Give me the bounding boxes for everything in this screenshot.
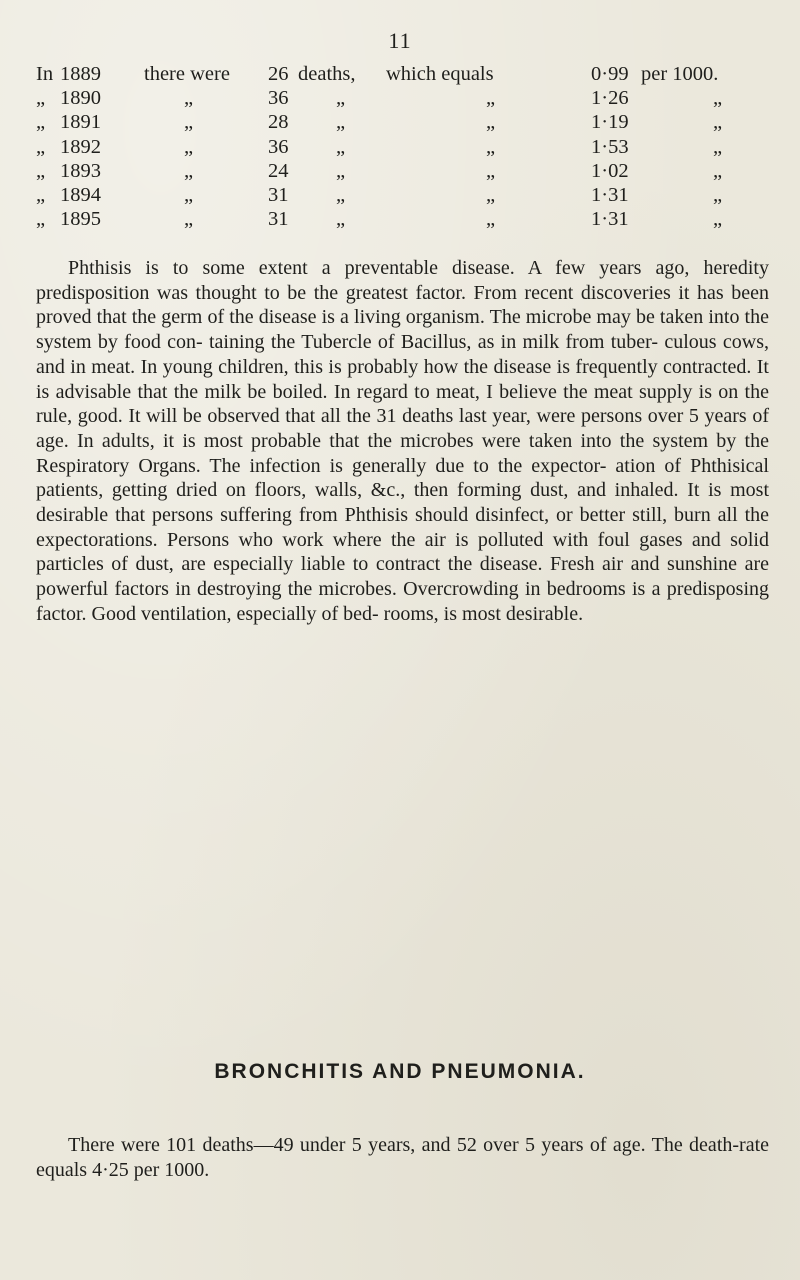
stats-row-1894 [36, 183, 776, 207]
row-per: „ [713, 87, 723, 110]
row-per: per 1000. [641, 63, 719, 85]
row-deaths-word: „ [336, 208, 346, 231]
row-rate: 1·53 [591, 135, 629, 158]
row-prefix: „ [36, 135, 46, 158]
row-year: 1895 [60, 208, 101, 231]
row-verb: „ [184, 87, 194, 110]
row-verb: „ [184, 208, 194, 231]
stats-row-1891 [36, 110, 776, 134]
row-rate: 1·02 [591, 159, 629, 182]
row-verb: „ [184, 111, 194, 134]
stats-row-1895 [36, 207, 776, 231]
row-which-equals: „ [486, 87, 496, 110]
row-rate: 1·26 [591, 87, 629, 110]
row-deaths-word: „ [336, 159, 346, 182]
row-deaths-count: 36 [268, 135, 289, 158]
row-deaths-count: 26 [268, 63, 289, 85]
row-deaths-word: „ [336, 135, 346, 158]
stats-row-1892 [36, 135, 776, 159]
section-heading-bronchitis: BRONCHITIS AND PNEUMONIA. [214, 1060, 586, 1083]
bronchitis-paragraph: There were 101 deaths—49 under 5 years, and 52 over 5 years of age. The death-rate equals 4·25 per 1000. [36, 1134, 769, 1181]
row-verb: „ [184, 159, 194, 182]
row-year: 1890 [60, 87, 101, 110]
row-year: 1891 [60, 111, 101, 134]
row-per: „ [713, 111, 723, 134]
death-statistics-table [36, 62, 776, 231]
row-deaths-word: „ [336, 183, 346, 206]
row-year: 1893 [60, 159, 101, 182]
row-deaths-count: 31 [268, 183, 289, 206]
stats-row-1893 [36, 159, 776, 183]
row-per: „ [713, 183, 723, 206]
row-prefix: „ [36, 111, 46, 134]
row-verb: „ [184, 183, 194, 206]
row-per: „ [713, 208, 723, 231]
row-rate: 0·99 [591, 63, 629, 85]
row-prefix: „ [36, 159, 46, 182]
row-year: 1889 [60, 63, 101, 85]
row-rate: 1·31 [591, 183, 629, 206]
row-deaths-count: 28 [268, 111, 289, 134]
row-prefix: „ [36, 87, 46, 110]
row-which-equals: „ [486, 183, 496, 206]
row-which-equals: „ [486, 208, 496, 231]
row-deaths-word: „ [336, 111, 346, 134]
row-year: 1894 [60, 183, 101, 206]
row-verb: there were [144, 63, 230, 85]
row-prefix: In [36, 63, 54, 85]
row-rate: 1·31 [591, 208, 629, 231]
row-rate: 1·19 [591, 111, 629, 134]
row-year: 1892 [60, 135, 101, 158]
row-prefix: „ [36, 183, 46, 206]
row-deaths-word: „ [336, 87, 346, 110]
stats-row-1889 [36, 62, 776, 86]
row-deaths-word: deaths, [298, 63, 356, 85]
row-per: „ [713, 159, 723, 182]
row-verb: „ [184, 135, 194, 158]
row-which-equals: „ [486, 135, 496, 158]
row-which-equals: „ [486, 159, 496, 182]
row-which-equals: „ [486, 111, 496, 134]
row-deaths-count: 31 [268, 208, 289, 231]
row-which-equals: which equals [386, 63, 494, 85]
row-per: „ [713, 135, 723, 158]
page-number: 11 [388, 28, 412, 53]
row-deaths-count: 24 [268, 159, 289, 182]
stats-row-1890 [36, 86, 776, 110]
row-prefix: „ [36, 208, 46, 231]
row-deaths-count: 36 [268, 87, 289, 110]
phthisis-paragraph: Phthisis is to some extent a preventable disease. A few years ago, heredity predisposition was thought to be the greatest factor. From recent discoveries it has been proved that the germ of the disease is a living organism. The microbe may be taken into the system by food con- taining the Tubercle of Bacillus, as in milk from tuber- culous cows, and in meat. In young children, this is probably how the disease is frequently contracted. It is advisable that the milk be boiled. In regard to meat, I believe the meat supply is on the rule, good. It will be observed that all the 31 deaths last year, were persons over 5 years of age. In adults, it is most probable that the microbes were taken into the system by the Respiratory Organs. The infection is generally due to the expector- ation of Phthisical patients, getting dried on floors, walls, &c., then forming dust, and inhaled. It is most desirable that persons suffering from Phthisis should disinfect, or better still, burn all the expectorations. Persons who work where the air is polluted with foul gases and solid particles of dust, are especially liable to contract the disease. Fresh air and sunshine are powerful factors in destroying the microbes. Overcrowding in bedrooms is a predisposing factor. Good ventilation, especially of bed- rooms, is most desirable. [36, 257, 769, 625]
